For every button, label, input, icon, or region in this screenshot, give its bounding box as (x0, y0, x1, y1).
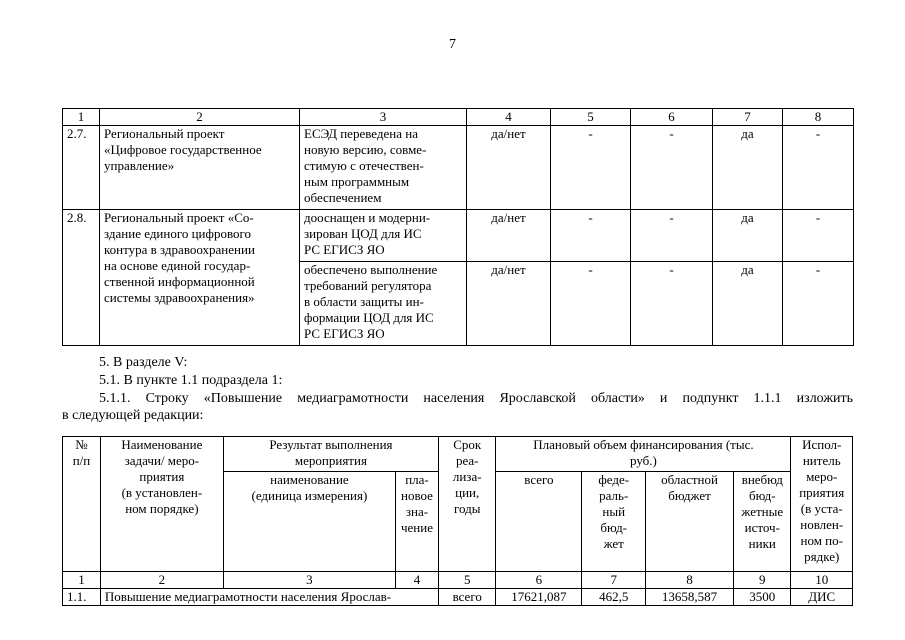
row-extra: 3500 (734, 589, 791, 606)
table-row (63, 589, 853, 606)
cell-value: - (551, 126, 631, 210)
cell-value: - (631, 126, 713, 210)
header-federal: феде- раль- ный бюд- жет (582, 472, 646, 572)
cell-value: - (631, 210, 713, 262)
paragraph-5-1: 5.1. В пункте 1.1 подраздела 1: (99, 373, 283, 388)
header-term: Срок реа- лиза- ции, годы (439, 437, 496, 572)
cell-value: - (783, 262, 854, 346)
column-number: 7 (713, 109, 783, 126)
header-result: Результат выполнения мероприятия (223, 437, 438, 472)
column-number: 6 (496, 572, 582, 589)
row-regional: 13658,587 (645, 589, 733, 606)
page-number: 7 (449, 37, 456, 52)
cell-value: - (783, 210, 854, 262)
table-row (63, 210, 854, 262)
column-number: 2 (100, 572, 223, 589)
paragraph-section-5: 5. В разделе V: (99, 355, 188, 370)
result-text: дооснащен и модерни- зирован ЦОД для ИС РС ЕГИСЗ ЯО (300, 210, 467, 262)
cell-value: да (713, 210, 783, 262)
cell-value: - (551, 210, 631, 262)
column-number: 5 (551, 109, 631, 126)
row-number: 2.8. (63, 210, 100, 346)
column-number: 4 (395, 572, 438, 589)
cell-value: - (631, 262, 713, 346)
indicator-type: да/нет (467, 262, 551, 346)
column-number: 1 (63, 109, 100, 126)
column-numbers-row (63, 572, 853, 589)
column-number: 3 (300, 109, 467, 126)
table-header-row (63, 437, 853, 472)
cell-value: - (783, 126, 854, 210)
paragraph-5-1-1-line1: 5.1.1. Строку «Повышение медиаграмотности населения Ярославской области» и подпункт 1.1.1 изложить (99, 391, 853, 406)
row-federal: 462,5 (582, 589, 646, 606)
header-number: № п/п (63, 437, 101, 572)
column-number: 8 (783, 109, 854, 126)
header-result-value: пла- новое зна- чение (395, 472, 438, 572)
project-name: Региональный проект «Цифровое государственное управление» (100, 126, 300, 210)
results-table-continuation (62, 108, 854, 346)
column-number: 3 (223, 572, 395, 589)
column-number: 6 (631, 109, 713, 126)
cell-value: - (551, 262, 631, 346)
row-name: Повышение медиаграмотности населения Ярослав- (100, 589, 438, 606)
project-name: Региональный проект «Со- здание единого цифрового контура в здравоохранении на основе единой государ- ственной информационной системы здравоохранения» (100, 210, 300, 346)
header-task: Наименование задачи/ меро- приятия (в установлен- ном порядке) (100, 437, 223, 572)
header-finance: Плановый объем финансирования (тыс. руб.) (496, 437, 791, 472)
financing-table (62, 436, 853, 606)
row-executor: ДИС (791, 589, 853, 606)
cell-value: да (713, 126, 783, 210)
row-term: всего (439, 589, 496, 606)
row-number: 1.1. (63, 589, 101, 606)
table-header-row (63, 109, 854, 126)
row-number: 2.7. (63, 126, 100, 210)
paragraph-5-1-1-line2: в следующей редакции: (62, 408, 204, 423)
column-number: 8 (645, 572, 733, 589)
column-number: 7 (582, 572, 646, 589)
header-total: всего (496, 472, 582, 572)
result-text: обеспечено выполнение требований регулятора в области защиты ин- формации ЦОД для ИС РС ЕГИСЗ ЯО (300, 262, 467, 346)
indicator-type: да/нет (467, 210, 551, 262)
header-executor: Испол- нитель меро- приятия (в уста- новлен- ном по- рядке) (791, 437, 853, 572)
table-row (63, 126, 854, 210)
indicator-type: да/нет (467, 126, 551, 210)
row-total: 17621,087 (496, 589, 582, 606)
column-number: 5 (439, 572, 496, 589)
header-regional: областной бюджет (645, 472, 733, 572)
column-number: 9 (734, 572, 791, 589)
header-result-name: наименование (единица измерения) (223, 472, 395, 572)
column-number: 1 (63, 572, 101, 589)
header-extra: внебюд бюд- жетные источ- ники (734, 472, 791, 572)
column-number: 2 (100, 109, 300, 126)
result-text: ЕСЭД переведена на новую версию, совме- стимую с отечествен- ным программным обеспечением (300, 126, 467, 210)
column-number: 10 (791, 572, 853, 589)
cell-value: да (713, 262, 783, 346)
column-number: 4 (467, 109, 551, 126)
